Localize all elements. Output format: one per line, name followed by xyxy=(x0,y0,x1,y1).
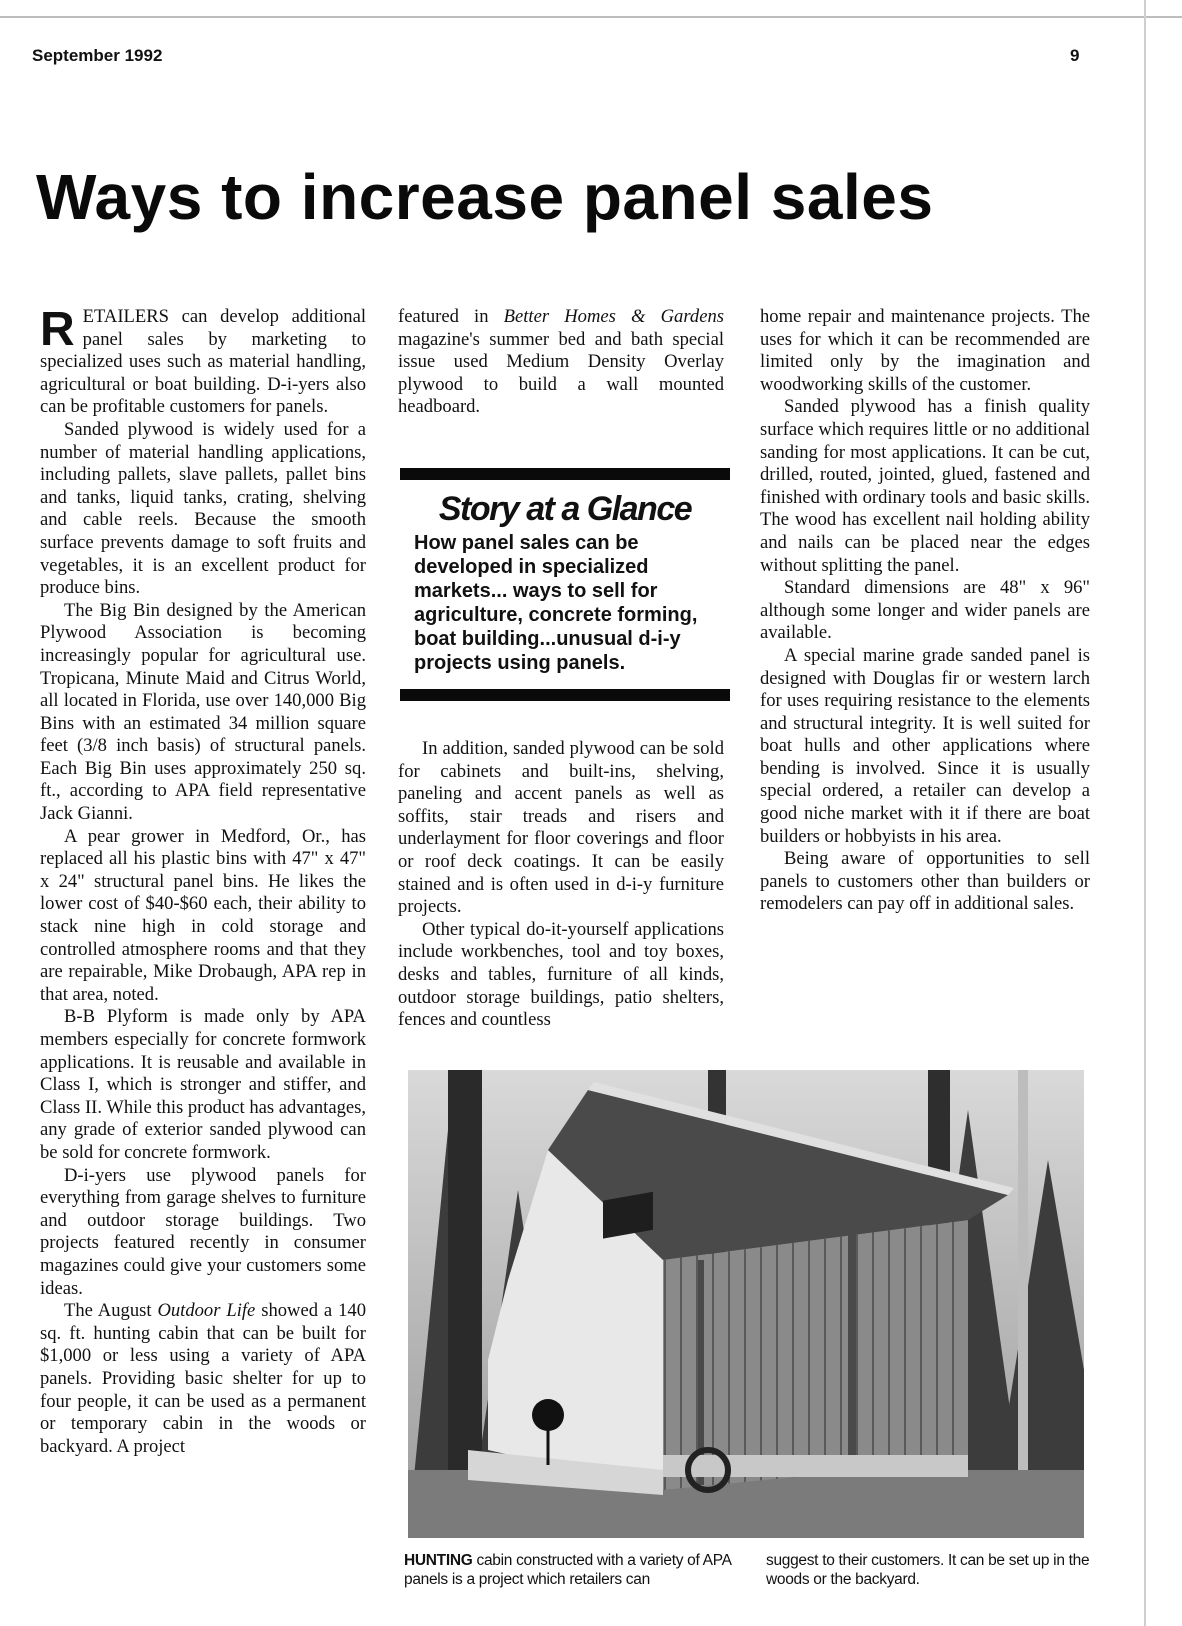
paragraph-text: magazine's summer bed and bath special issue used Medium Density Overlay plywood to build a wall mounted headboard. xyxy=(398,328,724,418)
column-1 xyxy=(40,303,367,1458)
page-edge-rule xyxy=(1144,0,1146,1626)
paragraph-text: The August xyxy=(64,1300,158,1322)
hunting-cabin-photo xyxy=(408,1070,1084,1538)
page-number: 9 xyxy=(1070,46,1080,65)
sidebar-title: Story at a Glance xyxy=(438,490,692,528)
paragraph: B-B Plyform is made only by APA members especially for concrete formwork applications. It is reusable and available in Class I, which is stronger and stiffer, and Class II. While this product has advantages, any grade of exterior sanded plywood can be sold for concrete formwork. xyxy=(40,1006,367,1163)
caption-lead-in: HUNTING xyxy=(404,1552,473,1569)
magazine-name: Better Homes & Gardens xyxy=(503,306,724,327)
column-3 xyxy=(760,306,1090,916)
sidebar-bottom-rule xyxy=(400,689,730,701)
paragraph: Other typical do-it-yourself applications include workbenches, tool and toy boxes, desks and tables, furniture of all kinds, outdoor storage buildings, patio shelters, fences and countless xyxy=(398,918,724,1031)
paragraph: home repair and maintenance projects. The uses for which it can be recommended are limited only by the imagination and woodworking skills of the customer. xyxy=(760,306,1090,395)
paragraph-text: showed a 140 sq. ft. hunting cabin that can be built for $1,000 or less using a variety of APA panels. Providing basic shelter for up to four people, it can be used as a permanent or temporary cabin in the woods or backyard. A project xyxy=(40,1300,366,1457)
paragraph: The Big Bin designed by the American Plywood Association is becoming increasingly popular for agricultural use. Tropicana, Minute Maid and Citrus World, all located in Florida, use over 140,000 Big Bins with an estimated 34 million square feet (3/8 inch basis) of structural panels. Each Big Bin uses approximately 250 sq. ft., according to APA field representative Jack Gianni. xyxy=(40,599,366,825)
paragraph: D-i-yers use plywood panels for everything from garage shelves to furniture and outdoor storage buildings. Two projects featured recently in consumer magazines could give your customers some ideas. xyxy=(40,1164,366,1299)
magazine-name: Outdoor Life xyxy=(157,1300,256,1322)
photo-caption-right: suggest to their customers. It can be set up in the woods or the backyard. xyxy=(766,1552,1090,1588)
drop-cap: R xyxy=(40,303,75,356)
paragraph: A pear grower in Medford, Or., has replaced all his plastic bins with 47" x 47" x 24" structural panel bins. He likes the lower cost of $40-$60 each, their ability to stack nine high in cold storage and controlled atmosphere rooms and that they are repairable, Mike Drobaugh, APA rep in that area, noted. xyxy=(40,825,366,1005)
paragraph: In addition, sanded plywood can be sold for cabinets and built-ins, shelving, paneling and accent panels as well as soffits, stair treads and risers and underlayment for floor coverings and floor or roof deck coatings. It can be easily stained and is often used in d-i-y furniture projects. xyxy=(398,738,724,918)
sidebar-top-rule xyxy=(400,468,730,480)
paragraph: Sanded plywood is widely used for a number of material handling applications, including pallets, slave pallets, pallet bins and tanks, liquid tanks, crating, shelving and cable reels. Because the smooth surface prevents damage to soft fruits and vegetables, it is an excellent product for produce bins. xyxy=(40,418,366,599)
paragraph xyxy=(40,1300,366,1458)
paragraph: Standard dimensions are 48" x 96" although some longer and wider panels are available. xyxy=(760,577,1090,644)
paragraph xyxy=(40,303,366,419)
paragraph: Sanded plywood has a finish quality surface which requires little or no additional sanding for most applications. It can be cut, drilled, routed, jointed, glued, fastened and finished with ordinary tools and basic skills. The wood has excellent nail holding ability and nails can be placed near the edges without splitting the panel. xyxy=(760,396,1090,576)
paragraph: A special marine grade sanded panel is designed with Douglas fir or western larch for uses requiring resistance to the elements and structural integrity. It is well suited for boat hulls and other applications where bending is involved. Since it is usually special ordered, a retailer can develop a good niche market with it if there are boat builders or hobbyists in his area. xyxy=(760,644,1090,847)
paragraph-text: featured in xyxy=(398,306,504,327)
sidebar-summary: How panel sales can be developed in specialized markets... ways to sell for agriculture, concrete forming, boat building...unusual d-i-y projects using panels. xyxy=(414,532,698,674)
column-2-top xyxy=(398,306,724,419)
top-rule xyxy=(0,16,1182,18)
paragraph-text: ETAILERS can develop additional panel sales by marketing to specialized uses such as material handling, agricultural or boat building. D-i-yers also can be profitable customers for panels. xyxy=(40,306,366,418)
cabin-illustration xyxy=(408,1070,1084,1538)
article-title: Ways to increase panel sales xyxy=(36,161,934,233)
column-2-bottom xyxy=(398,738,724,1032)
paragraph xyxy=(398,306,724,419)
paragraph: Being aware of opportunities to sell panels to customers other than builders or remodelers can pay off in additional sales. xyxy=(760,848,1090,915)
issue-date: September 1992 xyxy=(32,46,163,65)
caption-text: cabin constructed with a variety of APA panels is a project which retailers can xyxy=(404,1552,731,1588)
story-at-a-glance-box xyxy=(400,468,730,701)
photo-caption-left xyxy=(404,1551,740,1589)
